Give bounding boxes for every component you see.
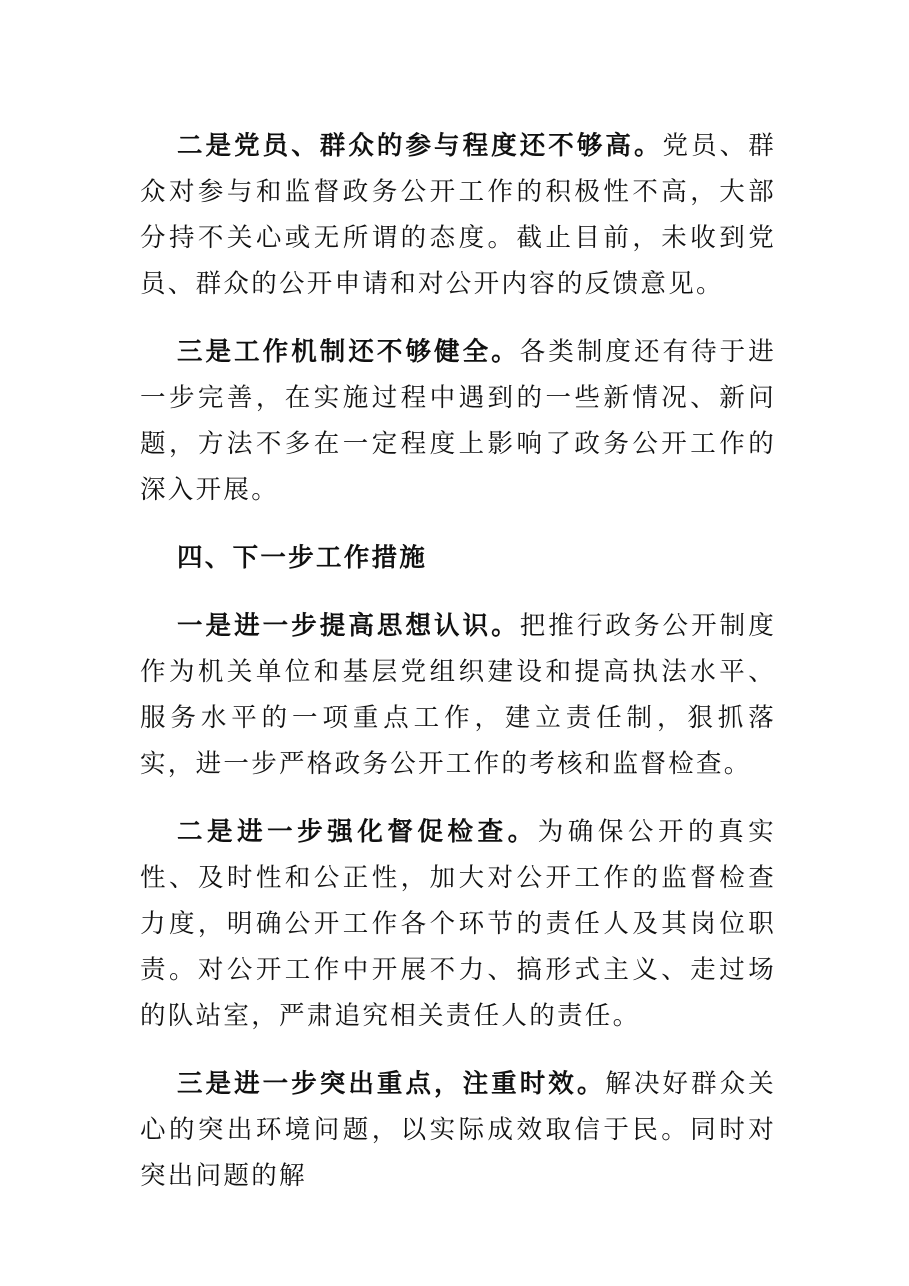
paragraph-lead: 三是工作机制还不够健全。	[177, 337, 520, 367]
paragraph-raise-awareness	[140, 603, 776, 787]
paragraph-text: 把推行政务公开制度作为机关单位和基层党组织建设和提高执法水平、服务水平的一项重点工作，建立责任制，狠抓落实，进一步严格政务公开工作的考核和监督检查。	[140, 611, 776, 779]
paragraph-text: 为确保公开的真实性、及时性和公正性，加大对公开工作的监督检查力度，明确公开工作各个环节的责任人及其岗位职责。对公开工作中开展不力、搞形式主义、走过场的队站室，严肃追究相关责任人的责任。	[140, 817, 776, 1031]
paragraph-work-mechanism	[140, 329, 776, 513]
paragraph-lead: 二是党员、群众的参与程度还不够高。	[177, 131, 663, 161]
section-heading-text: 四、下一步工作措施	[177, 543, 428, 573]
paragraph-text: 解决好群众关心的突出环境问题，以实际成效取信于民。同时对突出问题的解	[140, 1069, 776, 1191]
paragraph-supervision	[140, 809, 776, 1039]
paragraph-text: 党员、群众对参与和监督政务公开工作的积极性不高，大部分持不关心或无所谓的态度。截止目前，未收到党员、群众的公开申请和对公开内容的反馈意见。	[140, 131, 776, 299]
document-body	[140, 123, 776, 1221]
paragraph-lead: 二是进一步强化督促检查。	[177, 817, 538, 847]
paragraph-lead: 一是进一步提高思想认识。	[177, 611, 520, 641]
paragraph-key-points	[140, 1061, 776, 1199]
paragraph-text: 各类制度还有待于进一步完善，在实施过程中遇到的一些新情况、新问题，方法不多在一定程度上影响了政务公开工作的深入开展。	[140, 337, 776, 505]
paragraph-party-participation	[140, 123, 776, 307]
paragraph-lead: 三是进一步突出重点，注重时效。	[177, 1069, 606, 1099]
section-heading	[140, 535, 776, 581]
